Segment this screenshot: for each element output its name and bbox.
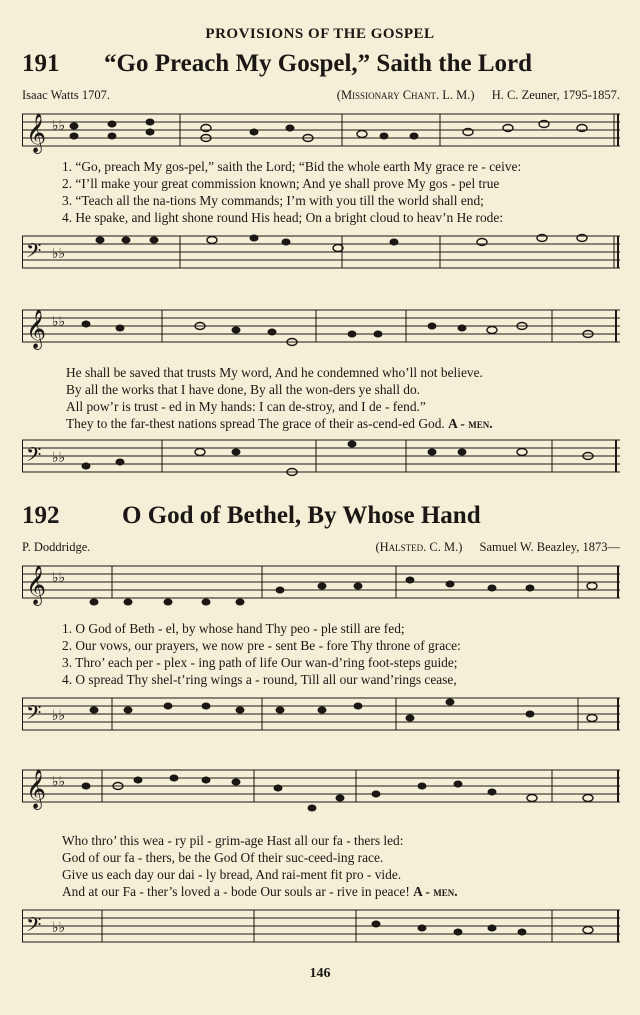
verse-line: They to the far-thest nations spread The grace of their as-cend-ed God. A - men. <box>66 416 493 431</box>
verse-line: 3. “Teach all the na-tions My commands; I’m with you till the world shall end; <box>62 193 484 208</box>
hymn-author: P. Doddridge. <box>22 540 91 554</box>
svg-text:𝄢: 𝄢 <box>26 913 42 941</box>
verse-line: Who thro’ this wea - ry pil - grim-age Hast all our fa - thers led: <box>62 833 404 848</box>
verse-line: God of our fa - thers, be the God Of their suc-ceed-ing race. <box>62 850 384 865</box>
running-head: PROVISIONS OF THE GOSPEL <box>205 26 435 42</box>
music-staff-image <box>22 228 622 278</box>
treble-staff-system <box>22 106 622 156</box>
svg-text:♭♭: ♭♭ <box>52 314 66 330</box>
music-staff-image <box>22 302 622 358</box>
hymn-title: O God of Bethel, By Whose Hand <box>122 502 481 529</box>
music-staff-image <box>22 762 622 824</box>
verse-line: He shall be saved that trusts My word, And he condemned who’ll not believe. <box>66 365 483 380</box>
hymn-composer: Samuel W. Beazley, 1873— <box>479 540 620 554</box>
verse-line: And at our Fa - ther’s loved a - bode Our souls ar - rive in peace! A - men. <box>62 884 458 899</box>
verse-line: 1. O God of Beth - el, by whose hand Thy peo - ple still are fed; <box>62 621 405 636</box>
svg-text:𝄞: 𝄞 <box>26 565 47 605</box>
svg-text:𝄢: 𝄢 <box>26 443 42 471</box>
svg-text:♭♭: ♭♭ <box>52 570 66 586</box>
svg-text:♭♭: ♭♭ <box>52 708 66 724</box>
svg-text:♭♭: ♭♭ <box>52 118 66 134</box>
svg-text:♭♭: ♭♭ <box>52 246 66 262</box>
svg-text:𝄞: 𝄞 <box>26 309 47 349</box>
music-staff-image <box>22 690 622 740</box>
hymn-191-verses-part2 <box>66 364 493 432</box>
verse-line: All pow’r is trust - ed in My hands: I can de-stroy, and I de - fend.” <box>66 399 426 414</box>
svg-text:♭♭: ♭♭ <box>52 774 66 790</box>
page-number: 146 <box>309 966 331 981</box>
treble-staff-system <box>22 302 622 358</box>
bass-staff-system <box>22 690 622 740</box>
hymn-title: “Go Preach My Gospel,” Saith the Lord <box>104 50 533 77</box>
hymn-number: 191 <box>22 50 60 77</box>
hymn-192-verses-part1 <box>62 620 461 688</box>
verse-line: 2. Our vows, our prayers, we now pre - sent Be - fore Thy throne of grace: <box>62 638 461 653</box>
hymn-191-credits <box>22 88 620 103</box>
hymn-192-verses-part2 <box>62 832 458 900</box>
treble-staff-system <box>22 762 622 824</box>
verse-line: Give us each day our dai - ly bread, And rai-ment fit pro - vide. <box>62 867 402 882</box>
svg-text:𝄞: 𝄞 <box>26 769 47 809</box>
hymn-number: 192 <box>22 502 60 529</box>
svg-text:𝄢: 𝄢 <box>26 239 42 267</box>
hymn-composer: H. C. Zeuner, 1795-1857. <box>491 88 620 102</box>
music-staff-image <box>22 432 622 482</box>
verse-line: 2. “I’ll make your great commission known; And ye shall prove My gos - pel true <box>62 176 500 191</box>
hymn-tune: (Halsted. C. M.) <box>375 540 463 554</box>
verse-line: 3. Thro’ each per - plex - ing path of life Our wan-d’ring foot-steps guide; <box>62 655 458 670</box>
bass-staff-system <box>22 228 622 278</box>
hymn-tune: (Missionary Chant. L. M.) <box>336 88 475 102</box>
bass-staff-system <box>22 432 622 482</box>
svg-text:𝄢: 𝄢 <box>26 701 42 729</box>
svg-text:♭♭: ♭♭ <box>52 920 66 936</box>
verse-line: 4. He spake, and light shone round His head; On a bright cloud to heav’n He rode: <box>62 210 504 225</box>
hymn-191-verses-part1 <box>62 158 521 226</box>
hymn-author: Isaac Watts 1707. <box>22 88 110 102</box>
bass-staff-system <box>22 902 622 954</box>
hymn-192-credits <box>22 540 620 555</box>
verse-line: 1. “Go, preach My gos-pel,” saith the Lord; “Bid the whole earth My grace re - ceive: <box>62 159 522 174</box>
music-staff-image <box>22 558 622 614</box>
music-staff-image <box>22 902 622 954</box>
hymn-191-title-line <box>22 50 622 78</box>
svg-text:♭♭: ♭♭ <box>52 450 66 466</box>
treble-staff-system <box>22 558 622 614</box>
verse-line: 4. O spread Thy shel-t’ring wings a - round, Till all our wand’rings cease, <box>62 672 457 687</box>
verse-line: By all the works that I have done, By all the won-ders ye shall do. <box>66 382 421 397</box>
amen-label: A - men. <box>448 416 493 431</box>
hymn-192-title-line <box>22 502 622 530</box>
amen-label: A - men. <box>413 884 458 899</box>
svg-text:𝄞: 𝄞 <box>26 113 47 153</box>
music-staff-image <box>22 106 622 156</box>
